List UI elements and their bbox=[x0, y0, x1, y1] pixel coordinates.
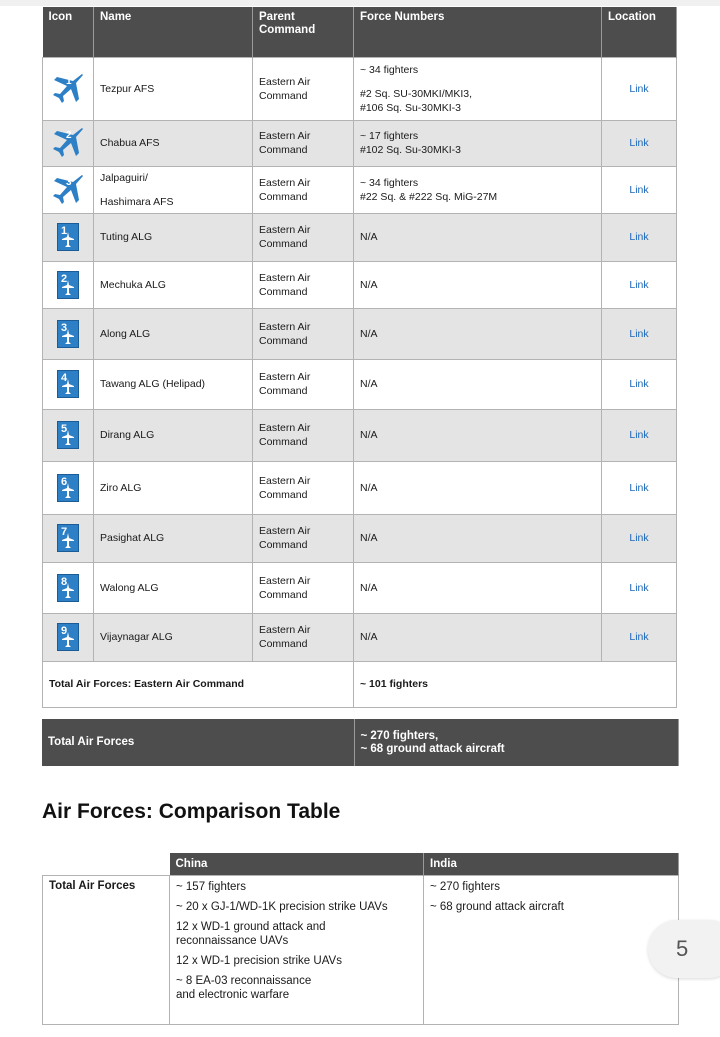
table-row bbox=[43, 562, 677, 613]
location-link[interactable]: Link bbox=[602, 120, 677, 166]
force-cell bbox=[354, 57, 602, 120]
name-cell bbox=[94, 166, 253, 213]
parent-command-cell: Eastern Air Command bbox=[253, 613, 354, 661]
icon-cell bbox=[43, 120, 94, 166]
base-name-line: Hashimara AFS bbox=[100, 195, 174, 208]
force-line: #2 Sq. SU-30MKI/MKI3, bbox=[360, 87, 473, 100]
comparison-corner bbox=[43, 853, 170, 876]
comparison-row-label: Total Air Forces bbox=[43, 876, 170, 1025]
force-cell bbox=[354, 261, 602, 308]
location-link[interactable]: Link bbox=[602, 308, 677, 359]
parent-command-cell: Eastern Air Command bbox=[253, 409, 354, 461]
grand-total-table bbox=[42, 719, 679, 766]
force-line: N/A bbox=[360, 481, 378, 494]
comparison-india-cell bbox=[424, 876, 679, 1025]
name-cell bbox=[94, 359, 253, 409]
icon-cell bbox=[43, 359, 94, 409]
india-item: ~ 270 fighters bbox=[430, 881, 501, 893]
table-row bbox=[43, 359, 677, 409]
name-cell bbox=[94, 562, 253, 613]
icon-cell bbox=[43, 613, 94, 661]
location-link[interactable]: Link bbox=[602, 213, 677, 261]
header-icon: Icon bbox=[43, 7, 94, 57]
name-cell bbox=[94, 213, 253, 261]
force-cell bbox=[354, 562, 602, 613]
location-link[interactable]: Link bbox=[602, 359, 677, 409]
landing-ground-icon bbox=[57, 574, 79, 602]
table-row bbox=[43, 57, 677, 120]
force-line: N/A bbox=[360, 231, 378, 243]
force-line: N/A bbox=[360, 532, 378, 544]
header-name: Name bbox=[94, 7, 253, 57]
force-line: N/A bbox=[360, 278, 378, 291]
icon-cell bbox=[43, 166, 94, 213]
landing-ground-icon bbox=[57, 271, 79, 299]
india-item: ~ 68 ground attack aircraft bbox=[430, 901, 564, 913]
grand-total-value bbox=[354, 719, 678, 766]
comparison-table bbox=[42, 853, 679, 1025]
parent-command-cell: Eastern Air Command bbox=[253, 308, 354, 359]
icon-cell bbox=[43, 514, 94, 562]
base-name-line: Walong ALG bbox=[100, 581, 159, 594]
location-link[interactable]: Link bbox=[602, 261, 677, 308]
icon-cell bbox=[43, 562, 94, 613]
parent-command-cell: Eastern Air Command bbox=[253, 166, 354, 213]
base-name-line: Jalpaguiri/ bbox=[100, 171, 148, 184]
location-link[interactable]: Link bbox=[602, 613, 677, 661]
force-line bbox=[360, 77, 595, 87]
name-cell bbox=[94, 308, 253, 359]
icon-number: 7 bbox=[61, 526, 68, 538]
air-bases-table bbox=[42, 7, 677, 708]
force-line: #102 Sq. Su-30MKI-3 bbox=[360, 144, 461, 156]
landing-ground-icon bbox=[57, 421, 79, 449]
force-line: #106 Sq. Su-30MKI-3 bbox=[360, 101, 461, 114]
name-cell bbox=[94, 613, 253, 661]
force-line: N/A bbox=[360, 631, 378, 643]
table-row bbox=[43, 166, 677, 213]
base-name-line: Tezpur AFS bbox=[100, 82, 155, 95]
name-cell bbox=[94, 514, 253, 562]
page-number-badge bbox=[648, 920, 720, 978]
location-link[interactable]: Link bbox=[602, 562, 677, 613]
parent-command-cell: Eastern Air Command bbox=[253, 213, 354, 261]
table-row bbox=[43, 514, 677, 562]
china-item: ~ 157 fighters bbox=[176, 881, 247, 893]
base-name-line: Chabua AFS bbox=[100, 137, 160, 149]
force-line: #22 Sq. & #222 Sq. MiG-27M bbox=[360, 190, 498, 203]
force-cell bbox=[354, 613, 602, 661]
icon-cell bbox=[43, 409, 94, 461]
name-cell bbox=[94, 409, 253, 461]
landing-ground-icon bbox=[57, 524, 79, 552]
parent-command-cell: Eastern Air Command bbox=[253, 120, 354, 166]
icon-cell bbox=[43, 213, 94, 261]
parent-command-cell: Eastern Air Command bbox=[253, 261, 354, 308]
icon-cell bbox=[43, 308, 94, 359]
icon-cell bbox=[43, 261, 94, 308]
landing-ground-icon bbox=[57, 474, 79, 502]
force-line: ~ 17 fighters bbox=[360, 130, 419, 142]
location-link[interactable]: Link bbox=[602, 409, 677, 461]
force-cell bbox=[354, 213, 602, 261]
table-row bbox=[43, 261, 677, 308]
icon-number: 1 bbox=[61, 225, 68, 237]
base-name-line: Tuting ALG bbox=[100, 231, 153, 243]
table-row bbox=[43, 613, 677, 661]
parent-command-cell: Eastern Air Command bbox=[253, 57, 354, 120]
comparison-header-india: India bbox=[424, 853, 679, 876]
base-name-line: Tawang ALG (Helipad) bbox=[100, 378, 206, 390]
icon-number: 4 bbox=[61, 372, 68, 384]
landing-ground-icon bbox=[57, 223, 79, 251]
name-cell bbox=[94, 120, 253, 166]
grand-total-label: Total Air Forces bbox=[42, 719, 354, 766]
parent-command-cell: Eastern Air Command bbox=[253, 461, 354, 514]
location-link[interactable]: Link bbox=[602, 57, 677, 120]
force-cell bbox=[354, 409, 602, 461]
landing-ground-icon bbox=[57, 623, 79, 651]
landing-ground-icon bbox=[57, 320, 79, 348]
force-cell bbox=[354, 514, 602, 562]
eastern-total-value: ~ 101 fighters bbox=[354, 661, 677, 707]
force-line: N/A bbox=[360, 378, 378, 390]
airbase-plane-icon bbox=[51, 70, 85, 104]
table-row bbox=[43, 409, 677, 461]
force-cell bbox=[354, 359, 602, 409]
parent-command-cell: Eastern Air Command bbox=[253, 359, 354, 409]
airbase-plane-icon bbox=[51, 171, 85, 205]
icon-number: 9 bbox=[61, 625, 68, 637]
china-item: 12 x WD-1 precision strike UAVs bbox=[176, 955, 342, 967]
eastern-total-label: Total Air Forces: Eastern Air Command bbox=[43, 661, 354, 707]
china-item: 12 x WD-1 ground attack and reconnaissance UAVs bbox=[176, 921, 326, 947]
force-line: N/A bbox=[360, 429, 378, 441]
header-parent-command: Parent Command bbox=[253, 7, 354, 57]
icon-number: 2 bbox=[61, 272, 68, 285]
force-line: N/A bbox=[360, 327, 378, 340]
grand-total-line-1: ~ 270 fighters, bbox=[360, 729, 439, 742]
force-line: ~ 34 fighters bbox=[360, 176, 419, 189]
name-cell bbox=[94, 261, 253, 308]
icon-cell bbox=[43, 461, 94, 514]
comparison-china-cell bbox=[170, 876, 424, 1025]
force-line: N/A bbox=[360, 581, 378, 594]
table-row bbox=[43, 213, 677, 261]
top-divider bbox=[0, 0, 720, 6]
header-location: Location bbox=[602, 7, 677, 57]
location-link[interactable]: Link bbox=[602, 514, 677, 562]
page-number: 5 bbox=[676, 936, 689, 961]
base-name-line: Vijaynagar ALG bbox=[100, 631, 173, 643]
location-link[interactable]: Link bbox=[602, 166, 677, 213]
name-cell bbox=[94, 57, 253, 120]
base-name-line: Dirang ALG bbox=[100, 429, 155, 441]
base-name-line: Pasighat ALG bbox=[100, 532, 165, 544]
base-name-line: Along ALG bbox=[100, 327, 151, 340]
icon-number: 5 bbox=[61, 423, 68, 435]
header-force-numbers: Force Numbers bbox=[354, 7, 602, 57]
base-name-line: Ziro ALG bbox=[100, 481, 142, 494]
table-row bbox=[43, 120, 677, 166]
force-cell bbox=[354, 166, 602, 213]
force-cell bbox=[354, 120, 602, 166]
icon-number: 2 bbox=[66, 130, 72, 141]
name-cell bbox=[94, 461, 253, 514]
force-cell bbox=[354, 308, 602, 359]
table-row bbox=[43, 308, 677, 359]
parent-command-cell: Eastern Air Command bbox=[253, 514, 354, 562]
icon-number: 6 bbox=[61, 475, 68, 488]
icon-number: 3 bbox=[66, 176, 72, 188]
grand-total-line-2: ~ 68 ground attack aircraft bbox=[360, 742, 505, 755]
icon-number: 1 bbox=[66, 75, 72, 87]
landing-ground-icon bbox=[57, 370, 79, 398]
comparison-title: Air Forces: Comparison Table bbox=[42, 800, 341, 823]
parent-command-cell: Eastern Air Command bbox=[253, 562, 354, 613]
icon-number: 8 bbox=[61, 575, 68, 588]
location-link[interactable]: Link bbox=[602, 461, 677, 514]
comparison-header-china: China bbox=[170, 853, 424, 876]
force-cell bbox=[354, 461, 602, 514]
icon-number: 3 bbox=[61, 321, 68, 334]
airbase-plane-icon bbox=[51, 124, 85, 158]
china-item: ~ 8 EA-03 reconnaissance and electronic warfare bbox=[176, 975, 312, 1001]
icon-cell bbox=[43, 57, 94, 120]
base-name-line: Mechuka ALG bbox=[100, 278, 166, 291]
table-row bbox=[43, 461, 677, 514]
china-item: ~ 20 x GJ-1/WD-1K precision strike UAVs bbox=[176, 901, 388, 913]
force-line: ~ 34 fighters bbox=[360, 63, 419, 76]
